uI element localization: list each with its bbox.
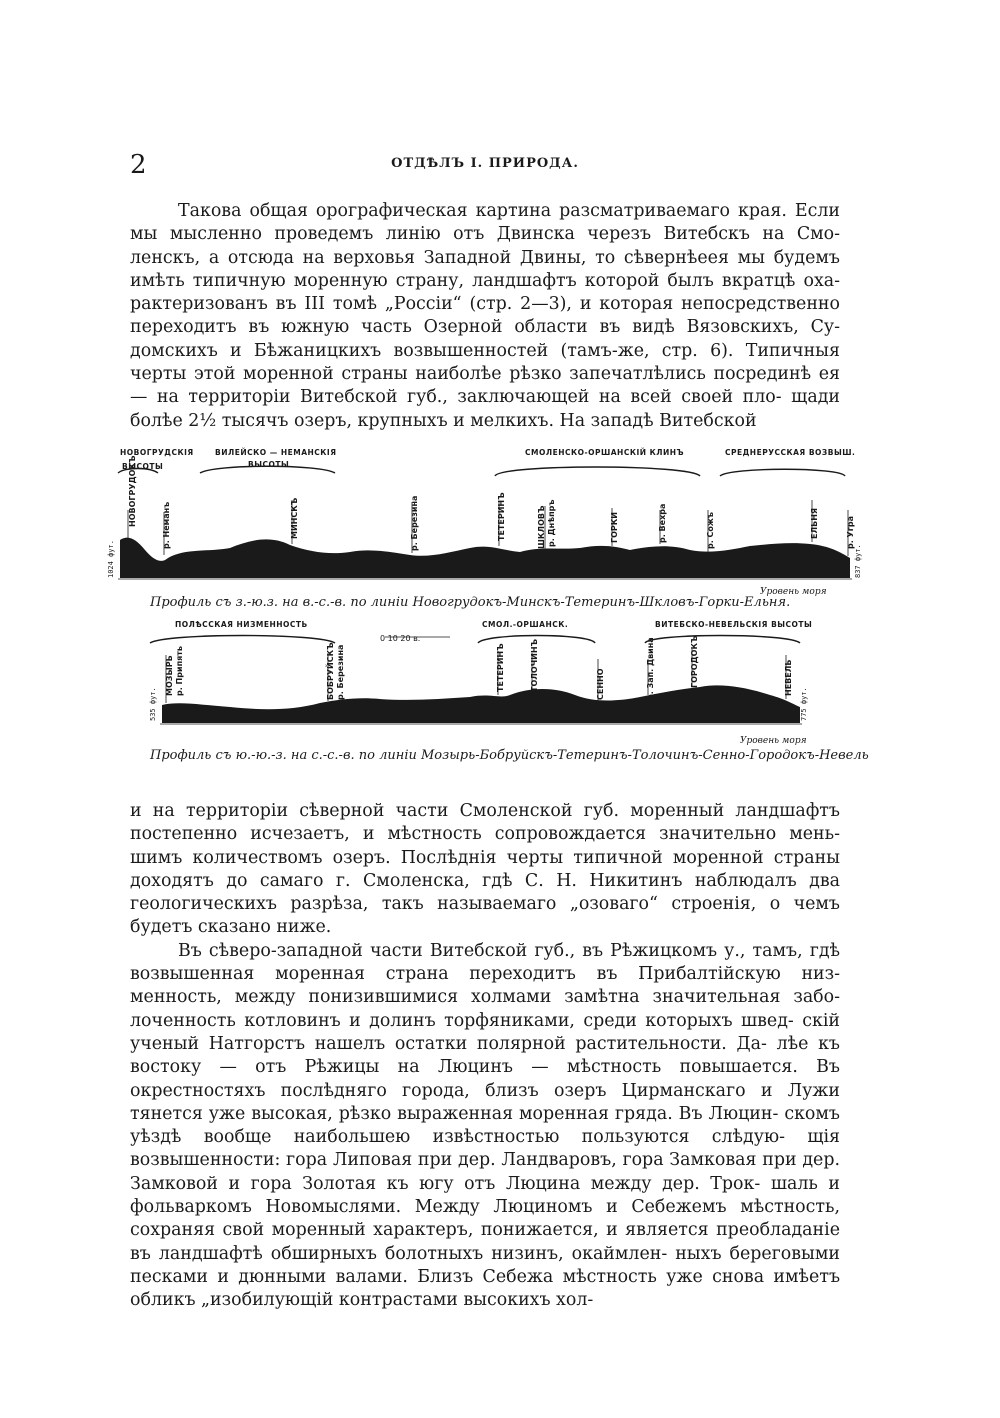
place-label: р. Днѣпръ xyxy=(547,499,556,547)
place-label: р. Березина xyxy=(410,495,419,551)
region-label: ВЫСОТЫ xyxy=(122,462,164,471)
place-label: ЕЛЬНЯ xyxy=(810,507,819,539)
region-label: ВИЛЕЙСКО — НЕМАНСКІЯ xyxy=(215,448,337,457)
place-label: НОВОГРУДОКЪ xyxy=(128,455,137,527)
profile-2-caption: Профиль съ ю.-ю.-з. на с.-с.-в. по линіи Мозырь-Бобруйскъ-Тетеринъ-Толочинъ-Сенно-Городокъ-Невель xyxy=(150,748,869,763)
sea-level-label: Уровень моря xyxy=(740,736,807,746)
paragraph-2-text: и на территоріи сѣверной части Смоленской губ. моренный ландшафтъ постепенно исчезаетъ, и мѣстность сопровождается значительно мень- шимъ количествомъ озеръ. Послѣднія черты типичной моренной страны доходятъ до самаго г. Смоленска, гдѣ С. Н. Никитинъ наблюдалъ два геологическихъ разрѣза, такъ называемаго „озоваго“ строенія, о чемъ будетъ сказано ниже. xyxy=(130,801,840,938)
place-label: НЕВЕЛЬ xyxy=(784,659,793,696)
place-label: ГОРОДОКЪ xyxy=(690,635,699,688)
elevation-right: 837 фут. xyxy=(854,544,862,578)
place-label: р. Березина xyxy=(336,644,345,700)
profile-1-caption: Профиль съ з.-ю.з. на в.-с.-в. по линіи Новогрудокъ-Минскъ-Тетеринъ-Шкловъ-Горки-Ельня. xyxy=(150,595,791,610)
place-label: р. Сожъ xyxy=(706,512,715,549)
place-label: ШКЛОВЪ xyxy=(537,505,546,549)
scale-label: 0 10 20 в. xyxy=(380,634,421,643)
elevation-left: 1024 фут. xyxy=(107,540,115,578)
place-label: р. Неманъ xyxy=(162,501,171,549)
elevation-left: 535 фут. xyxy=(149,687,157,721)
region-label: СМОЛ.-ОРШАНСК. xyxy=(482,620,569,629)
region-label: СМОЛЕНСКО-ОРШАНСКІЙ КЛИНЪ xyxy=(525,448,685,457)
running-head: ОТДѢЛЪ I. ПРИРОДА. xyxy=(391,156,579,171)
paragraph-2-and-3 xyxy=(130,800,840,1313)
paragraph-3-text: Въ сѣверо-западной части Витебской губ., въ Рѣжицкомъ у., тамъ, гдѣ возвышенная моренная страна переходитъ въ Прибалтійскую низ- менность, между понизившимися холмами замѣтна значительная забо- лоченность котловинъ и долинъ торфяниками, среди которыхъ швед- скій ученый Натгорстъ нашелъ остатки полярной растительности. Да- лѣе къ востоку — отъ Рѣжицы на Люцинъ — мѣстность повышается. Въ окрестностяхъ послѣдняго города, близъ озеръ Цирманскаго и Лужи тянется уже высокая, рѣзко выраженная моренная гряда. Въ Люцин- скомъ уѣздѣ вообще наибольшею извѣстностью пользуются слѣдую- щія возвышенности: гора Липовая при дер. Ландваровъ, гора Замковая при дер. Замковой и гора Золотая къ югу отъ Люцина между дер. Трок- шаль и фольваркомъ Новомыслями. Между Люциномъ и Себежемъ мѣстность, сохраняя свой моренный характеръ, понижается, и является преобладаніе въ ландшафтѣ обширныхъ болотныхъ низинъ, окаймлен- ныхъ береговыми песками и дюнными валами. Близъ Себежа мѣстность уже снова имѣетъ обликъ „изобилующій контрастами высокихъ хол- xyxy=(130,940,841,1311)
sea-level-label: Уровень моря xyxy=(760,587,827,597)
region-label: ВИТЕБСКО-НЕВЕЛЬСКІЯ ВЫСОТЫ xyxy=(655,620,813,629)
place-label: МИНСКЪ xyxy=(290,497,299,539)
region-label: НОВОГРУДСКІЯ xyxy=(120,448,194,457)
elevation-profile-2 xyxy=(0,615,1000,775)
page-header xyxy=(130,150,840,180)
place-label: ТОЛОЧИНЪ xyxy=(530,638,539,692)
place-label: БОБРУЙСКЪ xyxy=(326,642,335,700)
elevation-right: 775 фут. xyxy=(800,687,808,721)
place-label: р. Угра xyxy=(846,515,855,549)
paragraph-1 xyxy=(130,200,840,433)
place-label: ГОРКИ xyxy=(610,512,619,543)
place-label: р. Вехра xyxy=(658,503,667,543)
region-label: СРЕДНЕРУССКАЯ ВОЗВЫШ. xyxy=(725,448,856,457)
paragraph-1-text: Такова общая орографическая картина разсматриваемаго края. Если мы мысленно проведемъ линію отъ Двинска черезъ Витебскъ на Смо- ленскъ, а отсюда на верховья Западной Двины, то сѣвернѣеея мы будемъ имѣть типичную моренную страну, ландшафтъ которой былъ вкратцѣ оха- рактеризованъ въ III томѣ „Россіи“ (стр. 2—3), и которая непосредственно переходитъ въ южную часть Озерной области въ видѣ Вязовскихъ, Су- домскихъ и Бѣжаницкихъ возвышенностей (тамъ-же, стр. 6). Типичныя черты этой моренной страны наиболѣе рѣзко запечатлѣлись посрединѣ ея — на территоріи Витебской губ., заключающей на всей своей пло- щади болѣе 2½ тысячъ озеръ, крупныхъ и мелкихъ. На западѣ Витебской xyxy=(130,201,840,431)
page-number: 2 xyxy=(130,150,147,180)
region-label: ВЫСОТЫ xyxy=(248,460,290,469)
region-label: ПОЛѢССКАЯ НИЗМЕННОСТЬ xyxy=(175,620,308,629)
elevation-profile-1 xyxy=(0,440,1000,620)
place-label: СЕННО xyxy=(596,668,605,700)
place-label: ТЕТЕРИНЪ xyxy=(496,643,505,692)
place-label: р. Зап. Двина xyxy=(646,637,655,700)
place-label: МОЗЫРЬ xyxy=(165,655,174,696)
place-label: ТЕТЕРИНЪ xyxy=(497,492,506,541)
place-label: р. Припять xyxy=(175,646,184,696)
